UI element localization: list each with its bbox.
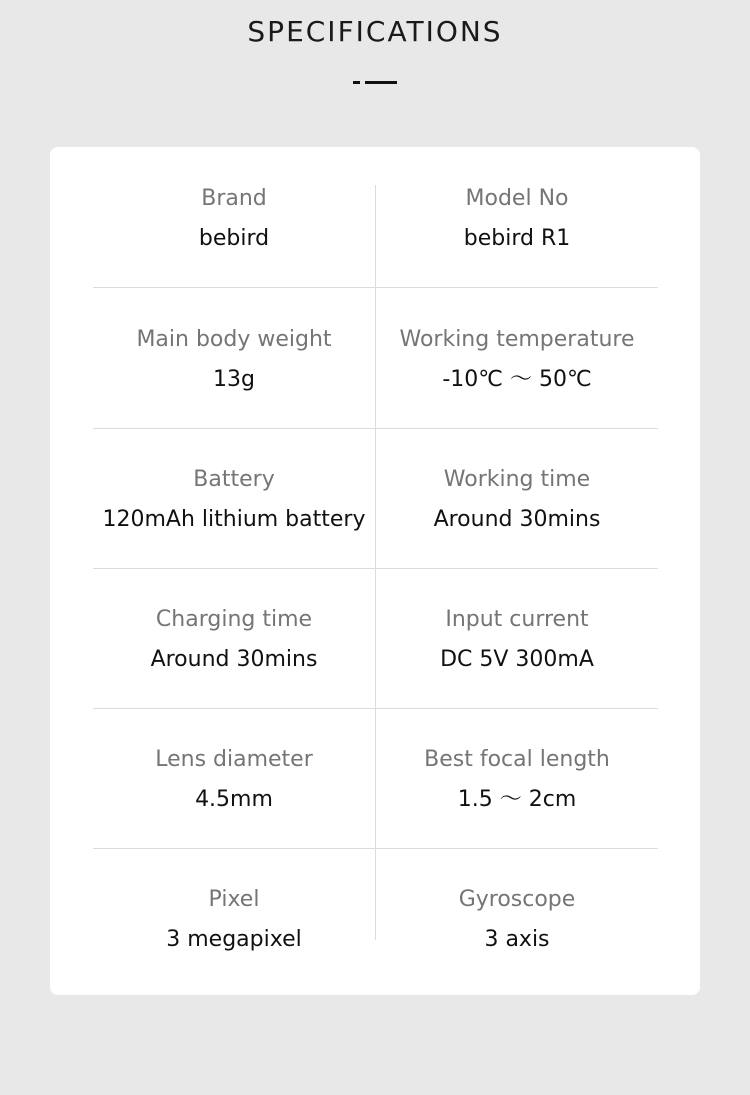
spec-cell-charging-time — [93, 569, 375, 709]
spec-value: 4.5mm — [195, 787, 273, 812]
spec-cell-working-time — [376, 429, 658, 569]
spec-label: Working temperature — [399, 327, 635, 352]
spec-row — [93, 289, 658, 429]
specifications-card — [50, 147, 700, 995]
spec-value: bebird R1 — [463, 226, 571, 251]
spec-label: Battery — [193, 467, 275, 492]
spec-cell-pixel — [93, 849, 375, 989]
row-divider — [93, 287, 658, 288]
spec-value: Around 30mins — [150, 647, 318, 672]
spec-row — [93, 849, 658, 989]
underline-bar — [365, 81, 397, 84]
spec-label: Best focal length — [424, 747, 610, 772]
spec-cell-gyroscope — [376, 849, 658, 989]
spec-label: Gyroscope — [458, 887, 576, 912]
spec-cell-input-current — [376, 569, 658, 709]
spec-cell-best-focal-length — [376, 709, 658, 849]
spec-cell-main-body-weight — [93, 289, 375, 429]
spec-label: Main body weight — [136, 327, 332, 352]
spec-row — [93, 569, 658, 709]
spec-value: Around 30mins — [433, 507, 601, 532]
underline-dot — [353, 81, 360, 84]
spec-value: DC 5V 300mA — [440, 647, 594, 672]
spec-value: bebird — [198, 226, 270, 251]
spec-cell-working-temperature — [376, 289, 658, 429]
spec-value: 3 megapixel — [166, 927, 302, 952]
spec-value: 3 axis — [484, 927, 550, 952]
spec-cell-battery — [93, 429, 375, 569]
spec-label: Working time — [443, 467, 591, 492]
page-title: SPECIFICATIONS — [247, 15, 503, 48]
spec-label: Brand — [201, 186, 267, 211]
spec-row — [93, 709, 658, 849]
spec-value: 1.5 ～ 2cm — [457, 787, 577, 812]
spec-cell-model-no — [376, 147, 658, 287]
spec-label: Lens diameter — [155, 747, 313, 772]
spec-cell-lens-diameter — [93, 709, 375, 849]
spec-row — [93, 429, 658, 569]
spec-label: Input current — [445, 607, 589, 632]
spec-label: Model No — [465, 186, 569, 211]
spec-row — [93, 147, 658, 287]
spec-value: 120mAh lithium battery — [102, 507, 366, 532]
spec-value: 13g — [213, 367, 255, 392]
spec-label: Charging time — [155, 607, 313, 632]
title-underline-decoration — [353, 80, 397, 86]
spec-value: -10℃ ～ 50℃ — [442, 367, 592, 392]
spec-label: Pixel — [208, 887, 260, 912]
spec-cell-brand — [93, 147, 375, 287]
